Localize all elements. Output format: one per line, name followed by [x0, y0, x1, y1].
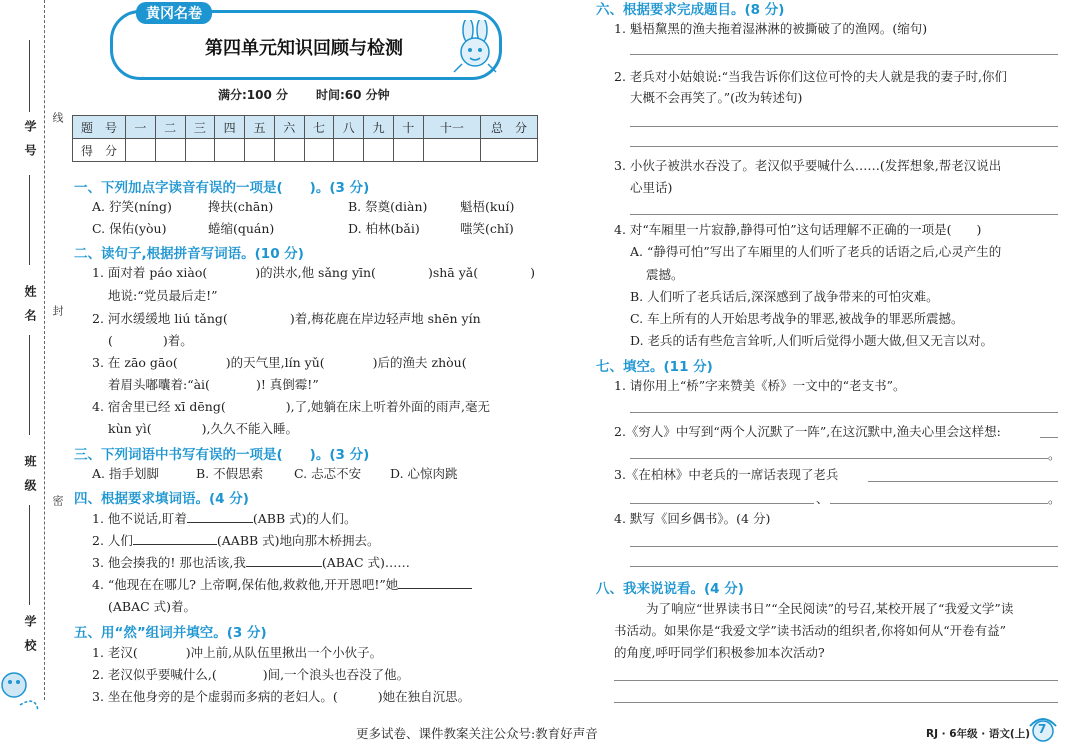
class-label: 班 级: [23, 455, 37, 496]
binding-strip: [0, 0, 62, 747]
separator-mark: 、: [816, 491, 829, 506]
option-d-word2: 嗤笑(chǐ): [460, 221, 514, 236]
binding-secret-mark: 密: [51, 495, 64, 506]
option-a: A. 狞笑(níng): [92, 199, 172, 214]
paragraph-line: 的角度,呼吁同学们积极参加本次活动?: [614, 645, 825, 660]
option-d: D. 柏林(bǎi): [348, 221, 420, 236]
option-a: A. “静得可怕”写出了车厢里的人们听了老兵的话语之后,心灵产生的: [630, 244, 1002, 259]
question-line: 3. 他会揍我的! 那也活该,我 (ABAC 式)……: [92, 555, 410, 570]
question-line: 2. 人们 (AABB 式)地向那木桥拥去。: [92, 533, 380, 548]
answer-line[interactable]: [614, 680, 1058, 681]
score-cell[interactable]: [215, 139, 245, 162]
answer-blank[interactable]: [246, 554, 322, 567]
section-4-title: 四、根据要求填词语。(4 分): [74, 491, 249, 507]
answer-line[interactable]: [630, 566, 1058, 567]
line-end-mark: 。: [1048, 491, 1061, 506]
question-line: 地说:“党员最后走!”: [108, 288, 218, 303]
section-7-title: 七、填空。(11 分): [596, 359, 713, 375]
option-d: D. 老兵的话有些危言耸听,人们听后觉得小题大做,但又无言以对。: [630, 333, 993, 348]
answer-line[interactable]: [630, 126, 1058, 127]
question-line: 1. 面对着 páo xiào( )的洪水,他 sǎng yīn( )shā yǎ( ): [92, 265, 536, 280]
question-line: 4. 默写《回乡偶书》。(4 分): [614, 511, 771, 526]
section-6-title: 六、根据要求完成题目。(8 分): [596, 2, 785, 18]
question-line: 着眉头嘟囔着:“ài( )! 真倒霉!”: [108, 377, 319, 392]
question-line: 2.《穷人》中写到“两个人沉默了一阵”,在这沉默中,渔夫心里会这样想:: [614, 424, 1001, 439]
score-header-cell: 十一: [423, 116, 480, 139]
question-line: 1. 请你用上“桥”字来赞美《桥》一文中的“老支书”。: [614, 378, 906, 393]
score-cell[interactable]: [126, 139, 156, 162]
score-cell[interactable]: [304, 139, 334, 162]
line-end-mark: 。: [1048, 447, 1061, 462]
question-line: 1. 魁梧黧黑的渔夫拖着湿淋淋的被撕破了的渔网。(缩句): [614, 21, 928, 36]
answer-line[interactable]: [614, 702, 1058, 703]
name-label: 姓 名: [23, 285, 37, 326]
score-cell[interactable]: [155, 139, 185, 162]
answer-blank[interactable]: [133, 532, 217, 545]
time-info: 时间:60 分钟: [316, 88, 390, 102]
answer-blank[interactable]: [398, 576, 472, 589]
binding-line-mark: 线: [51, 112, 64, 123]
question-line: 4. “他现在在哪儿? 上帝啊,保佑他,救救他,开开恩吧!”她: [92, 576, 472, 594]
score-cell[interactable]: [364, 139, 394, 162]
question-line: kùn yì( ),久久不能入睡。: [108, 421, 298, 436]
score-header-cell: 二: [155, 116, 185, 139]
section-2-title: 二、读句子,根据拼音写词语。(10 分): [74, 246, 304, 262]
question-line: (ABAC 式)着。: [108, 599, 197, 614]
answer-blank[interactable]: [187, 510, 253, 523]
section-8-title: 八、我来说说看。(4 分): [596, 581, 744, 597]
score-header-cell: 六: [274, 116, 304, 139]
score-info: 满分:100 分: [218, 88, 289, 102]
question-line: 3.《在柏林》中老兵的一席话表现了老兵: [614, 467, 839, 482]
binding-seal-mark: 封: [51, 305, 64, 316]
score-table: [72, 115, 538, 162]
question-line: 1. 他不说话,盯着 (ABB 式)的人们。: [92, 511, 357, 526]
score-header-cell: 七: [304, 116, 334, 139]
question-line: 2. 河水缓缓地 liú tǎng( )着,梅花鹿在岸边轻声地 shēn yín: [92, 311, 481, 326]
section-3-title: 三、下列词语中书写有误的一项是( )。(3 分): [74, 447, 370, 463]
score-cell[interactable]: [481, 139, 538, 162]
question-line: 3. 坐在他身旁的是个虚弱而多病的老妇人。( )她在独自沉思。: [92, 689, 471, 704]
option-d: D. 心惊肉跳: [390, 466, 458, 481]
answer-line[interactable]: [630, 503, 814, 504]
answer-line[interactable]: [830, 503, 1048, 504]
score-header-cell: 十: [393, 116, 423, 139]
page-number: 7: [1038, 722, 1047, 736]
score-cell[interactable]: [393, 139, 423, 162]
score-header-cell: 三: [185, 116, 215, 139]
question-line: 2. 老兵对小姑娘说:“当我告诉你们这位可怜的夫人就是我的妻子时,你们: [614, 69, 1007, 84]
option-a: A. 指手划脚: [92, 466, 159, 481]
score-cell[interactable]: [274, 139, 304, 162]
binding-mascot-icon: [0, 655, 44, 715]
option-a-cont: 震撼。: [646, 267, 684, 282]
answer-line[interactable]: [630, 214, 1058, 215]
answer-line[interactable]: [630, 546, 1058, 547]
score-header-cell: 四: [215, 116, 245, 139]
question-line: 4. 对“车厢里一片寂静,静得可怕”这句话理解不正确的一项是( ): [614, 222, 982, 237]
score-cell[interactable]: [185, 139, 215, 162]
answer-line[interactable]: [1040, 437, 1058, 438]
answer-line[interactable]: [630, 146, 1058, 147]
question-line: 大概不会再笑了。”(改为转述句): [630, 90, 803, 105]
brand-logo: 黄冈名卷: [136, 2, 212, 24]
option-b: B. 祭奠(diàn): [348, 199, 428, 214]
page-info: RJ · 6年级 · 语文(上): [926, 728, 1030, 740]
section-5-title: 五、用“然”组词并填空。(3 分): [74, 625, 267, 641]
answer-line[interactable]: [630, 54, 1058, 55]
question-line: ( )着。: [108, 333, 193, 348]
option-a-word2: 搀扶(chān): [208, 199, 274, 214]
section-1-title: 一、下列加点字读音有误的一项是( )。(3 分): [74, 180, 370, 196]
score-header-cell: 总 分: [481, 116, 538, 139]
answer-line[interactable]: [630, 412, 1058, 413]
paragraph-line: 为了响应“世界读书日”“全民阅读”的号召,某校开展了“我爱文学”读: [646, 601, 1014, 616]
question-line: 4. 宿舍里已经 xī dēng( ),了,她躺在床上听着外面的雨声,毫无: [92, 399, 491, 414]
option-c: C. 保佑(yòu): [92, 221, 167, 236]
paragraph-line: 书活动。如果你是“我爱文学”读书活动的组织者,你将如何从“开卷有益”: [614, 623, 1007, 638]
option-c: C. 车上所有的人开始思考战争的罪恶,被战争的罪恶所震撼。: [630, 311, 964, 326]
footer-text: 更多试卷、课件教案关注公众号:教育好声音: [356, 726, 598, 741]
score-header-cell: 一: [126, 116, 156, 139]
answer-line[interactable]: [868, 481, 1058, 482]
score-header-cell: 九: [364, 116, 394, 139]
score-cell[interactable]: [423, 139, 480, 162]
question-line: 2. 老汉似乎要喊什么,( )间,一个浪头也吞没了他。: [92, 667, 410, 682]
score-cell[interactable]: [245, 139, 275, 162]
score-header-cell: 五: [245, 116, 275, 139]
score-header-cell: 题 号: [73, 116, 126, 139]
question-line: 1. 老汉( )冲上前,从队伍里揪出一个小伙子。: [92, 645, 383, 660]
option-b-word2: 魁梧(kuí): [460, 199, 515, 214]
school-label: 学 校: [23, 615, 37, 656]
question-line: 3. 在 zāo gāo( )的天气里,lín yǔ( )后的渔夫 zhòu(: [92, 355, 467, 370]
score-header-cell: 八: [334, 116, 364, 139]
question-line: 心里话): [630, 180, 673, 195]
score-cell[interactable]: [334, 139, 364, 162]
score-row-label: 得 分: [73, 139, 126, 162]
option-b: B. 不假思索: [196, 466, 264, 481]
option-c-word2: 蜷缩(quán): [208, 221, 275, 236]
option-b: B. 人们听了老兵话后,深深感到了战争带来的可怕灾难。: [630, 289, 939, 304]
page-title: 第四单元知识回顾与检测: [205, 38, 403, 59]
answer-line[interactable]: [630, 458, 1048, 459]
question-line: 3. 小伙子被洪水吞没了。老汉似乎要喊什么……(发挥想象,帮老汉说出: [614, 158, 1002, 173]
rabbit-mascot-icon: [446, 20, 502, 76]
option-c: C. 忐忑不安: [294, 466, 362, 481]
student-no-label: 学 号: [23, 120, 37, 161]
